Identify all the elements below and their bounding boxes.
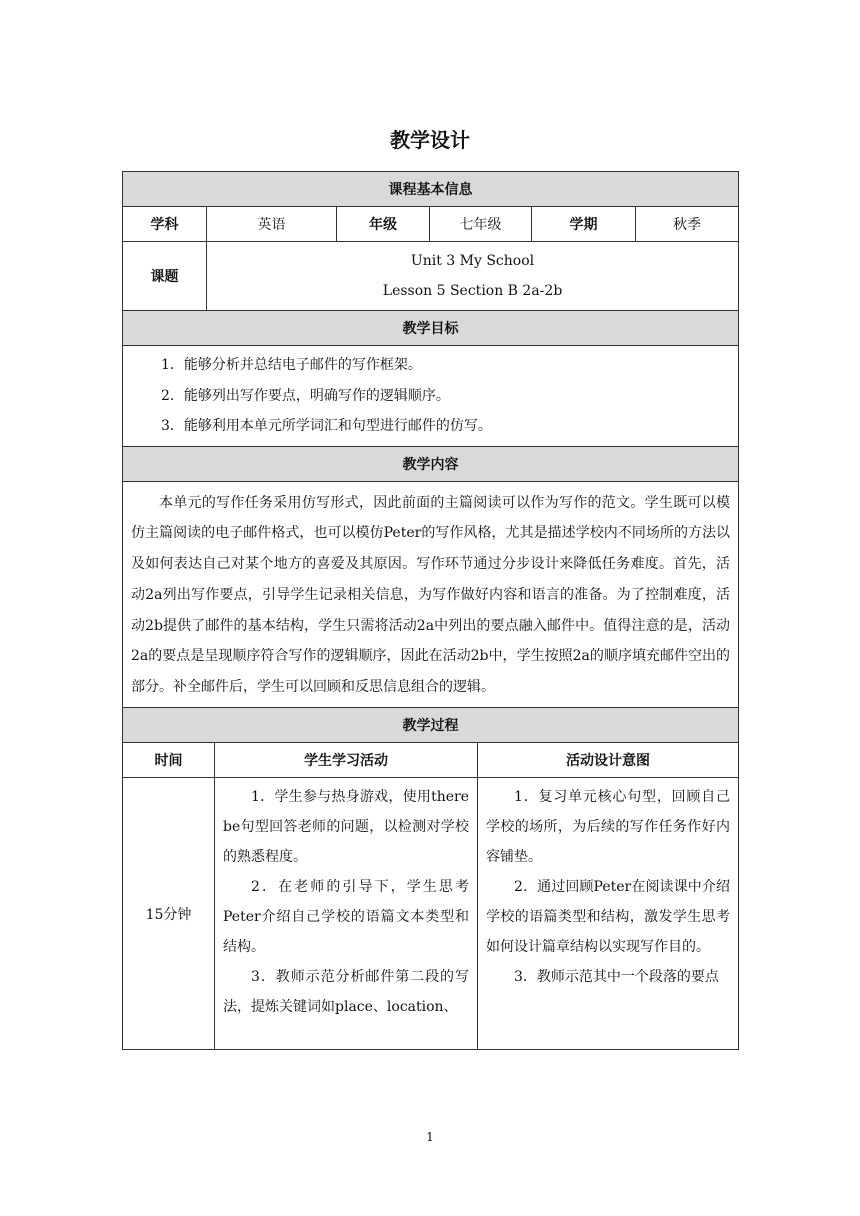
grade-value: 七年级 <box>430 207 532 242</box>
topic-label: 课题 <box>123 242 207 311</box>
objectives-header: 教学目标 <box>123 311 739 346</box>
student-activities-cell <box>215 778 478 1050</box>
topic-value <box>207 242 739 311</box>
subject-value: 英语 <box>207 207 337 242</box>
objective-item: 3．能够利用本单元所学词汇和句型进行邮件的仿写。 <box>161 418 492 434</box>
process-header: 教学过程 <box>123 708 739 743</box>
objective-item: 1．能够分析并总结电子邮件的写作框架。 <box>161 357 422 373</box>
content-paragraph: 本单元的写作任务采用仿写形式，因此前面的主篇阅读可以作为写作的范文。学生既可以模仿主篇阅读的电子邮件格式，也可以模仿Peter的写作风格，尤其是描述学校内不同场所的方法以及如何表达自己对某个地方的喜爱及其原因。写作环节通过分步设计来降低任务难度。首先，活动2a列出写作要点，引导学生记录相关信息，为写作做好内容和语言的准备。为了控制难度，活动2b提供了邮件的基本结构，学生只需将活动2a中列出的要点融入邮件中。值得注意的是，活动2a的要点是呈现顺序符合写作的逻辑顺序，因此在活动2b中，学生按照2a的顺序填充邮件空出的部分。补全邮件后，学生可以回顾和反思信息组合的逻辑。 <box>123 481 739 708</box>
lesson-plan-sheet <box>122 171 738 1050</box>
design-intent-cell <box>478 778 739 1050</box>
course-info-table <box>122 171 739 708</box>
design-intent: 2．通过回顾Peter在阅读课中介绍学校的语篇类型和结构，激发学生思考如何设计篇章结构以实现写作目的。 <box>486 879 730 956</box>
col-time-header: 时间 <box>123 743 215 778</box>
student-activity: 2．在老师的引导下，学生思考Peter介绍自己学校的语篇文本类型和结构。 <box>223 879 469 956</box>
objective-item: 2．能够列出写作要点，明确写作的逻辑顺序。 <box>161 387 450 404</box>
term-value: 秋季 <box>636 207 739 242</box>
design-intent: 1．复习单元核心句型，回顾自己学校的场所，为后续的写作任务作好内容铺垫。 <box>486 789 730 866</box>
topic-lesson: Lesson 5 Section B 2a-2b <box>382 283 563 299</box>
time-cell: 15分钟 <box>123 778 215 1050</box>
design-intent: 3．教师示范其中一个段落的要点 <box>514 969 719 986</box>
student-activity: 3．教师示范分析邮件第二段的写法，提炼关键词如place、location、 <box>223 969 469 1016</box>
objectives-list <box>123 346 739 447</box>
student-activity: 1．学生参与热身游戏，使用there be句型回答老师的问题，以检测对学校的熟悉程度。 <box>223 789 469 866</box>
topic-unit: Unit 3 My School <box>410 253 535 269</box>
page-number: 1 <box>426 1130 434 1144</box>
page-title: 教学设计 <box>390 128 470 152</box>
term-label: 学期 <box>532 207 636 242</box>
col-intent-header: 活动设计意图 <box>478 743 739 778</box>
grade-label: 年级 <box>337 207 430 242</box>
content-header: 教学内容 <box>123 446 739 481</box>
col-student-header: 学生学习活动 <box>215 743 478 778</box>
course-info-header: 课程基本信息 <box>123 172 739 207</box>
subject-label: 学科 <box>123 207 207 242</box>
process-table <box>122 707 739 1050</box>
